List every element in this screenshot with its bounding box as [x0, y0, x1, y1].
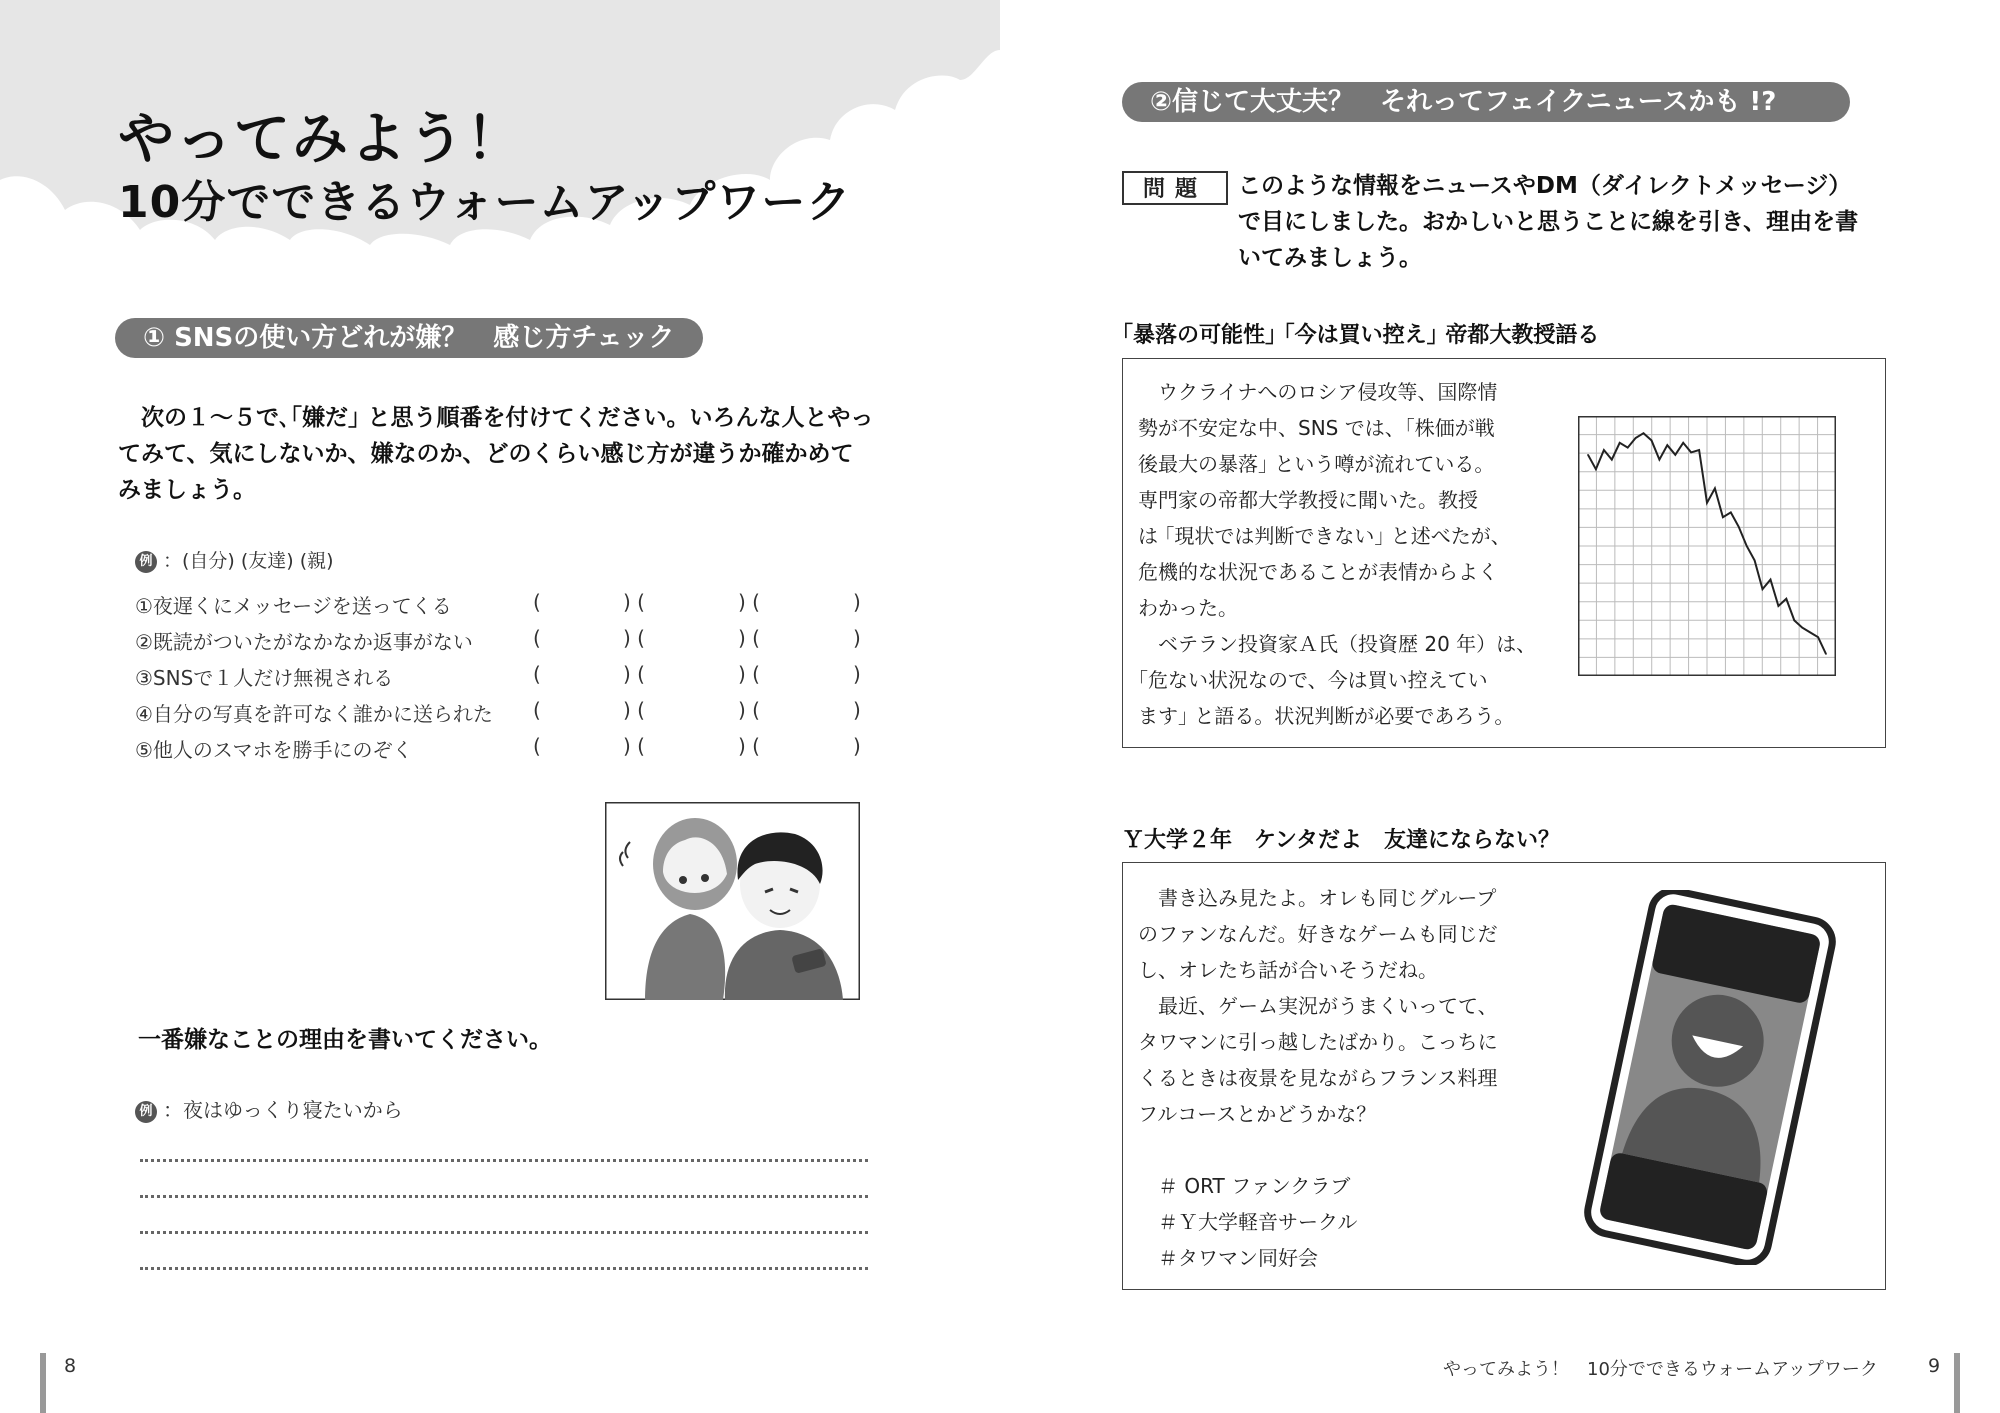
reason-example-badge: 例 — [135, 1101, 157, 1123]
item-label: ③SNSで１人だけ無視される — [135, 666, 394, 690]
news1-line: 専門家の帝都大学教授に聞いた。教授 — [1138, 488, 1478, 512]
news1-line: わかった。 — [1138, 596, 1238, 620]
page-number: 9 — [1928, 1355, 1941, 1377]
question-text — [1238, 168, 1898, 276]
paren-close: ) — [853, 662, 861, 686]
mondai-label: 問題 — [1122, 171, 1228, 205]
news2-line: くるときは夜景を見ながらフランス料理 — [1138, 1066, 1498, 1090]
instruction-line: 次の１～５で､｢嫌だ｣ と思う順番を付けてください。いろんな人とやっ — [118, 405, 874, 431]
hashtag: ＃タワマン同好会 — [1138, 1246, 1318, 1270]
paren-close: ) — [853, 590, 861, 614]
page-title-line1: やってみよう！ — [118, 107, 524, 172]
paren-open: ( — [533, 626, 541, 650]
news1-line: 危機的な状況であることが表情からよく — [1138, 560, 1498, 584]
paren-close-open: ) ( — [738, 626, 760, 650]
news1-line: ます｣ と語る。状況判断が必要であろう。 — [1138, 704, 1515, 728]
section1-pill: ① SNSの使い方どれが嫌？ 感じ方チェック — [115, 318, 703, 358]
reason-prompt: 一番嫌なことの理由を書いてください。 — [138, 1027, 552, 1053]
footer-bar — [40, 1353, 46, 1413]
news2-body — [1138, 880, 1538, 1276]
paren-close-open: ) ( — [623, 662, 645, 686]
list-item — [135, 662, 861, 690]
news1-line: ｢危ない状況なので、今は買い控えてい — [1138, 668, 1488, 692]
news1-headline: ｢暴落の可能性｣ ｢今は買い控え｣ 帝都大教授語る — [1122, 323, 1600, 348]
reason-example-row — [135, 1094, 403, 1123]
news1-line: は ｢現状では判断できない｣ と述べたが、 — [1138, 524, 1511, 548]
answer-line[interactable] — [140, 1231, 868, 1234]
news1-line: ウクライナへのロシア侵攻等、国際情 — [1138, 380, 1498, 404]
paren-close-open: ) ( — [738, 662, 760, 686]
instruction-line: みましょう。 — [118, 477, 256, 503]
page-title-line2: 10分でできるウォームアップワーク — [118, 177, 852, 228]
question-line: このような情報をニュースやDM（ダイレクトメッセージ） — [1238, 173, 1852, 199]
paren-close-open: ) ( — [738, 590, 760, 614]
news2-line: のファンなんだ。好きなゲームも同じだ — [1138, 922, 1498, 946]
right-page — [1000, 0, 2000, 1413]
news2-line: 書き込み見たよ。オレも同じグループ — [1138, 886, 1497, 910]
section2-pill: ②信じて大丈夫？ それってフェイクニュースかも !? — [1122, 82, 1850, 122]
hashtag: ＃Ｙ大学軽音サークル — [1138, 1210, 1358, 1234]
example-row — [135, 546, 334, 573]
paren-close: ) — [853, 626, 861, 650]
answer-line[interactable] — [140, 1195, 868, 1198]
hashtag: ＃ ORT ファンクラブ — [1138, 1174, 1351, 1198]
news1-line: 後最大の暴落｣ という噂が流れている。 — [1138, 452, 1495, 476]
stock-line-chart — [1578, 416, 1836, 676]
smartphone-illustration — [1580, 890, 1840, 1265]
news2-line: し、オレたち話が合いそうだね。 — [1138, 958, 1438, 982]
paren-close-open: ) ( — [623, 626, 645, 650]
item-label: ⑤他人のスマホを勝手にのぞく — [135, 738, 413, 762]
paren-close-open: ) ( — [623, 590, 645, 614]
answer-line[interactable] — [140, 1159, 868, 1162]
item-label: ④自分の写真を許可なく誰かに送られた — [135, 702, 493, 726]
paren-close-open: ) ( — [738, 698, 760, 722]
paren-open: ( — [533, 734, 541, 758]
list-item — [135, 698, 861, 726]
news2-line: タワマンに引っ越したばかり。こっちに — [1138, 1030, 1498, 1054]
page-number: 8 — [64, 1355, 77, 1377]
news2-headline: Ｙ大学２年 ケンタだよ 友達にならない？ — [1122, 828, 1561, 853]
news2-line: 最近、ゲーム実況がうまくいってて、 — [1138, 994, 1498, 1018]
footer-bar — [1954, 1353, 1960, 1413]
item-label: ②既読がついたがなかなか返事がない — [135, 630, 473, 654]
reason-example-text: ：夜はゆっくり寝たいから — [163, 1098, 403, 1122]
paren-open: ( — [533, 698, 541, 722]
paren-close-open: ) ( — [623, 734, 645, 758]
footer-title: やってみよう！ 10分でできるウォームアップワーク — [1443, 1359, 1878, 1380]
answer-line[interactable] — [140, 1267, 868, 1270]
question-line: で目にしました。おかしいと思うことに線を引き、理由を書 — [1238, 209, 1859, 235]
paren-close: ) — [853, 734, 861, 758]
example-badge: 例 — [135, 551, 157, 573]
section1-instruction — [118, 400, 918, 508]
paren-open: ( — [533, 590, 541, 614]
news2-line: フルコースとかどうかな？ — [1138, 1102, 1377, 1126]
question-line: いてみましょう。 — [1238, 245, 1422, 271]
paren-close: ) — [853, 698, 861, 722]
paren-open: ( — [533, 662, 541, 686]
paren-close-open: ) ( — [623, 698, 645, 722]
chart-grid — [1578, 416, 1836, 676]
news1-line: ベテラン投資家Ａ氏（投資歴 20 年）は、 — [1138, 632, 1537, 656]
item-label: ①夜遅くにメッセージを送ってくる — [135, 594, 452, 618]
instruction-line: てみて、気にしないか、嫌なのか、どのくらい感じ方が違うか確かめて — [118, 441, 854, 467]
list-item — [135, 734, 861, 762]
news1-body — [1138, 374, 1538, 734]
paren-close-open: ) ( — [738, 734, 760, 758]
example-text: ：(自分) (友達) (親) — [163, 550, 334, 572]
manga-illustration — [605, 802, 860, 1000]
list-item — [135, 626, 861, 654]
list-item — [135, 590, 861, 618]
news1-line: 勢が不安定な中、SNS では、｢株価が戦 — [1138, 416, 1495, 440]
